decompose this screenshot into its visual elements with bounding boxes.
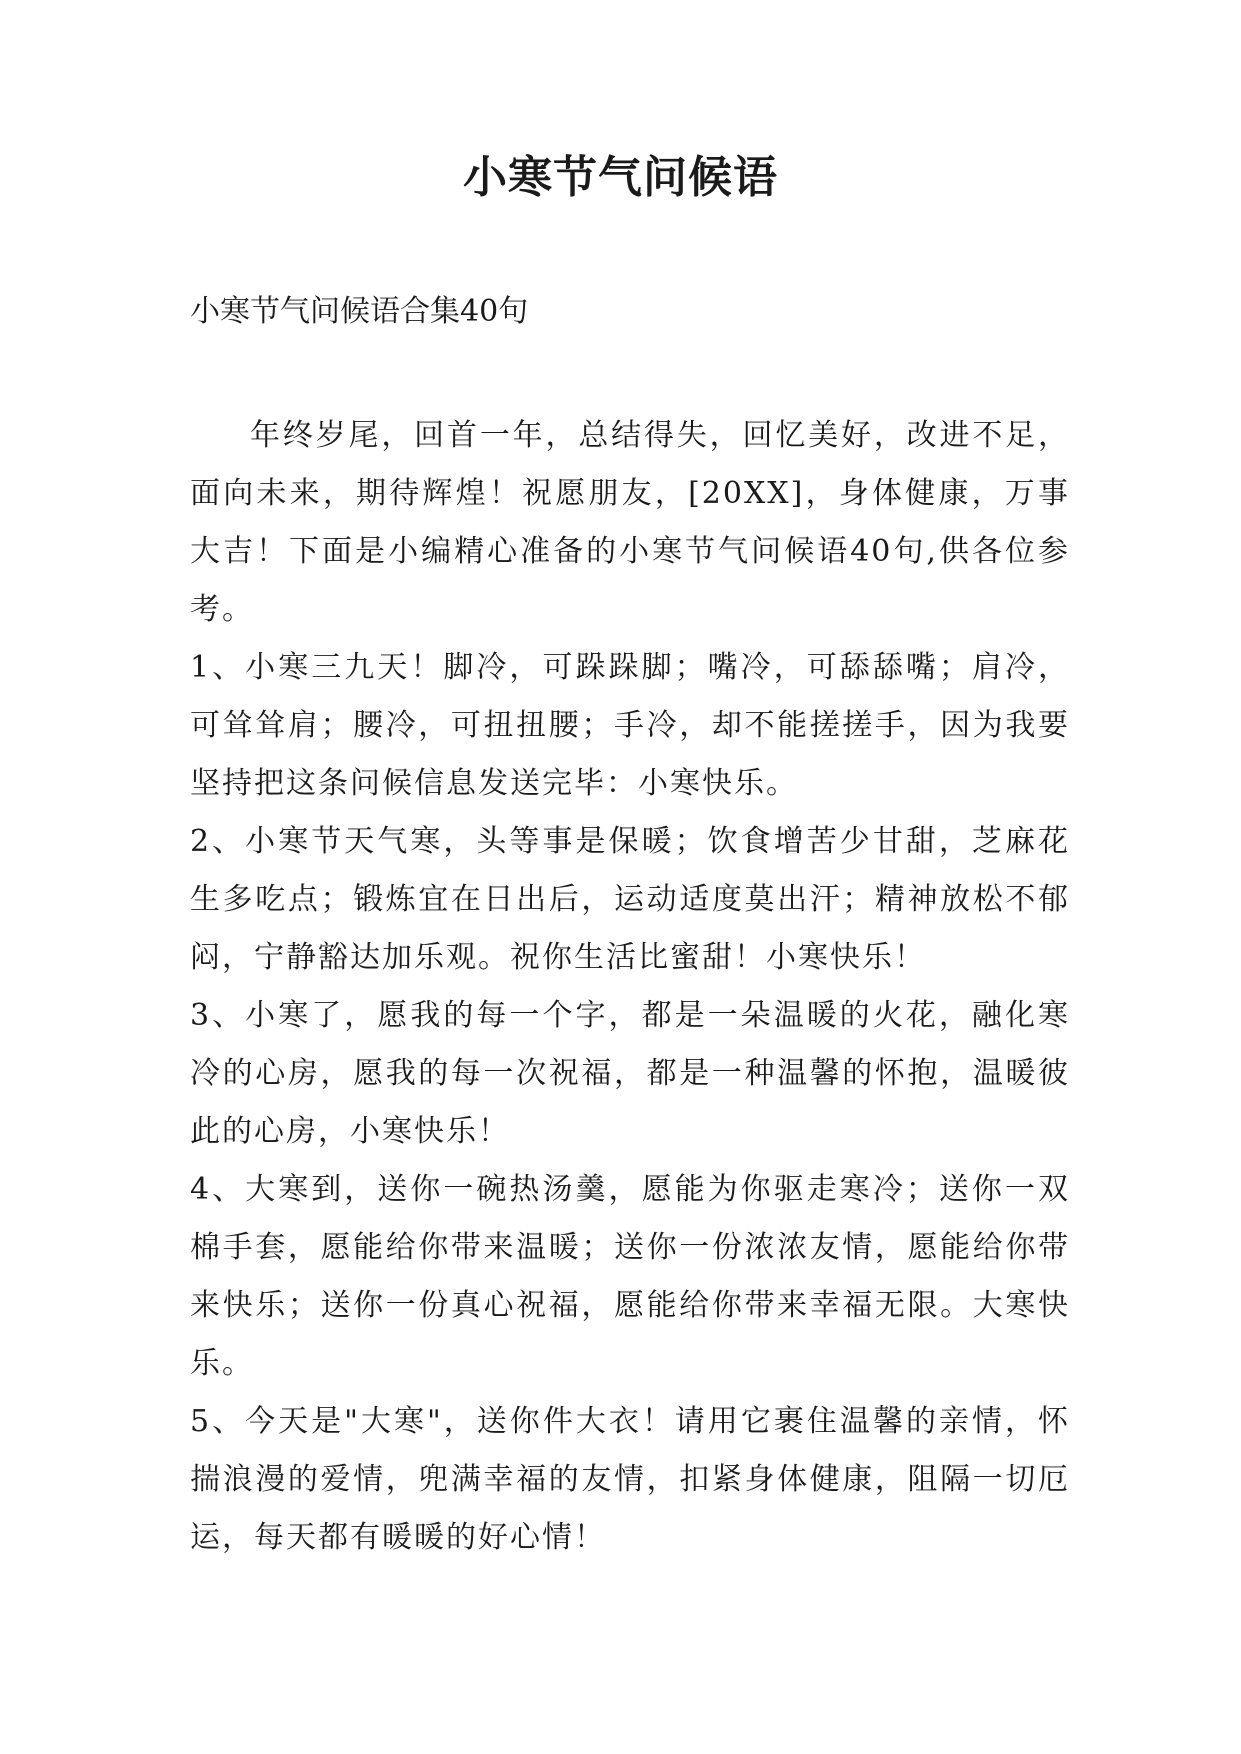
greeting-item-1: 1、小寒三九天！脚冷，可跺跺脚；嘴冷，可舔舔嘴；肩冷，可耸耸肩；腰冷，可扭扭腰；手冷，却不能搓搓手，因为我要坚持把这条问候信息发送完毕：小寒快乐。 bbox=[190, 650, 1070, 801]
document-subtitle: 小寒节气问候语合集40句 bbox=[190, 294, 529, 329]
greeting-item-2: 2、小寒节天气寒，头等事是保暖；饮食增苦少甘甜，芝麻花生多吃点；锻炼宜在日出后，运动适度莫出汗；精神放松不郁闷，宁静豁达加乐观。祝你生活比蜜甜！小寒快乐！ bbox=[190, 824, 1070, 975]
greeting-item-4: 4、大寒到，送你一碗热汤羹，愿能为你驱走寒冷；送你一双棉手套，愿能给你带来温暖；送你一份浓浓友情，愿能给你带来快乐；送你一份真心祝福，愿能给你带来幸福无限。大寒快乐。 bbox=[190, 1172, 1070, 1381]
document-body bbox=[190, 407, 1070, 1567]
document-title: 小寒节气问候语 bbox=[463, 152, 778, 203]
intro-paragraph: 年终岁尾，回首一年，总结得失，回忆美好，改进不足，面向未来，期待辉煌！祝愿朋友，[20XX]，身体健康，万事大吉！下面是小编精心准备的小寒节气问候语40句,供各位参考。 bbox=[190, 418, 1070, 627]
greeting-item-5: 5、今天是"大寒"，送你件大衣！请用它裹住温馨的亲情，怀揣浪漫的爱情，兜满幸福的友情，扣紧身体健康，阻隔一切厄运，每天都有暖暖的好心情！ bbox=[190, 1404, 1070, 1555]
greeting-item-3: 3、小寒了，愿我的每一个字，都是一朵温暖的火花，融化寒冷的心房，愿我的每一次祝福，都是一种温馨的怀抱，温暖彼此的心房，小寒快乐！ bbox=[190, 998, 1070, 1149]
